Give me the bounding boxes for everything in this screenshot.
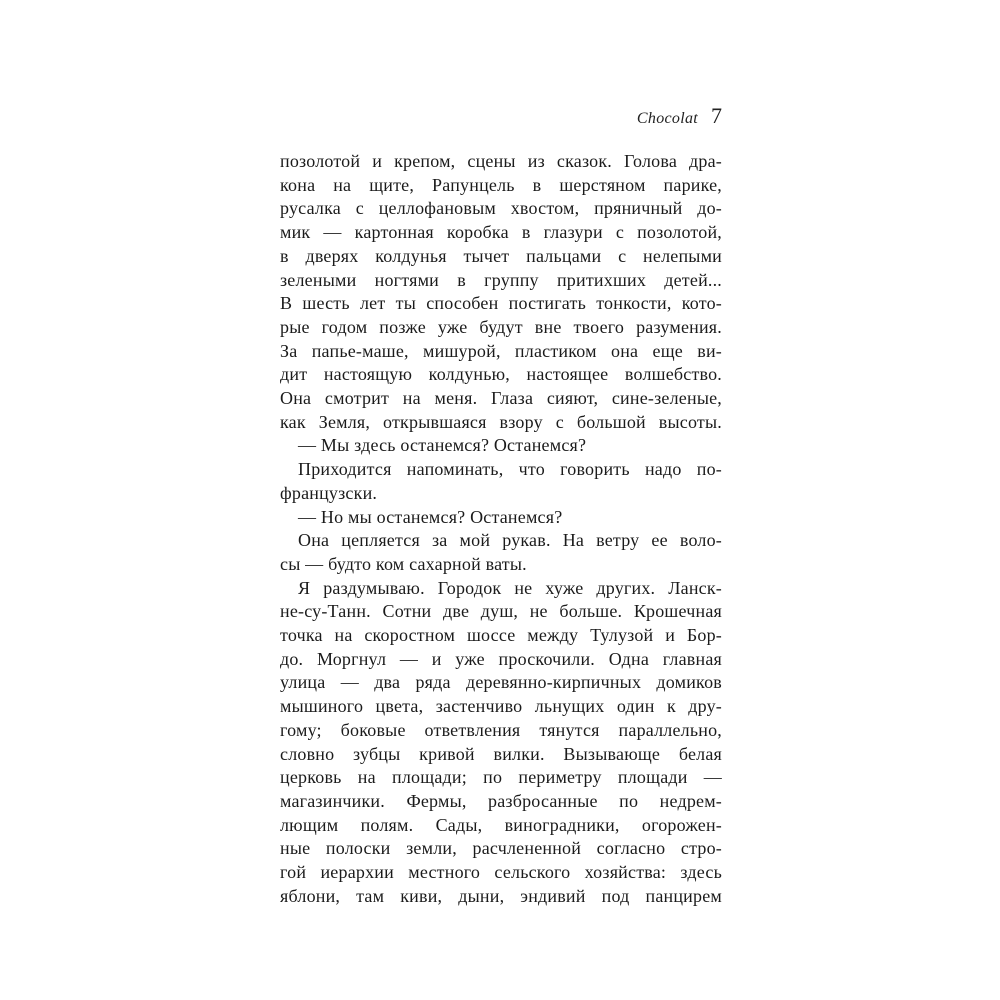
text-line: ные полоски земли, расчлененной согласно стро-	[280, 838, 722, 859]
text-line: мышиного цвета, застенчиво льнущих один к дру-	[280, 696, 722, 717]
text-line: дит настоящую колдунью, настоящее волшебство.	[280, 364, 722, 385]
text-line: В шесть лет ты способен постигать тонкости, кото-	[280, 293, 722, 314]
running-head	[280, 103, 722, 129]
text-line: кона на щите, Рапунцель в шерстяном парике,	[280, 174, 722, 195]
text-line: Приходится напоминать, что говорить надо по-	[298, 459, 722, 480]
text-line: зелеными ногтями в группу притихших детей...	[280, 269, 722, 290]
text-line: позолотой и крепом, сцены из сказок. Голова дра-	[280, 151, 722, 171]
text-line: русалка с целлофановым хвостом, пряничный до-	[280, 198, 722, 219]
text-line: французски.	[280, 482, 378, 503]
text-line: не-су-Танн. Сотни две душ, не больше. Крошечная	[280, 601, 722, 622]
text-line: гой иерархии местного сельского хозяйства: здесь	[280, 862, 722, 883]
text-line: гому; боковые ответвления тянутся параллельно,	[280, 719, 722, 740]
text-line: Я раздумываю. Городок не хуже других. Ланск-	[298, 577, 722, 598]
text-line: Она цепляется за мой рукав. На ветру ее воло-	[298, 530, 722, 551]
text-line: точка на скоростном шоссе между Тулузой и Бор-	[280, 625, 722, 646]
text-line: до. Моргнул — и уже проскочили. Одна главная	[280, 648, 722, 669]
text-line: Она смотрит на меня. Глаза сияют, сине-зеленые,	[280, 388, 722, 409]
text-line: как Земля, открывшаяся взору с большой высоты.	[280, 411, 722, 432]
text-line: рые годом позже уже будут вне твоего разумения.	[280, 316, 722, 337]
text-line: словно зубцы кривой вилки. Вызывающе белая	[280, 743, 722, 764]
text-line: За папье-маше, мишурой, пластиком она еще ви-	[280, 340, 722, 361]
body-text-block	[280, 150, 722, 909]
text-line: магазинчики. Фермы, разбросанные по недрем-	[280, 790, 722, 811]
page-number: 7	[711, 103, 722, 128]
text-line: улица — два ряда деревянно-кирпичных домиков	[280, 672, 722, 693]
text-line: сы — будто ком сахарной ваты.	[280, 553, 527, 574]
text-line: — Мы здесь останемся? Останемся?	[298, 435, 587, 456]
text-line: яблони, там киви, дыни, эндивий под панцирем	[280, 885, 722, 906]
text-line: мик — картонная коробка в глазури с позолотой,	[280, 222, 722, 243]
running-head-book-title: Chocolat	[636, 110, 698, 127]
text-line: в дверях колдунья тычет пальцами с нелепыми	[280, 245, 722, 266]
text-line: — Но мы останемся? Останемся?	[298, 506, 563, 527]
text-line: церковь на площади; по периметру площади —	[280, 767, 722, 788]
text-line: лющим полям. Сады, виноградники, огорожен-	[280, 814, 722, 835]
